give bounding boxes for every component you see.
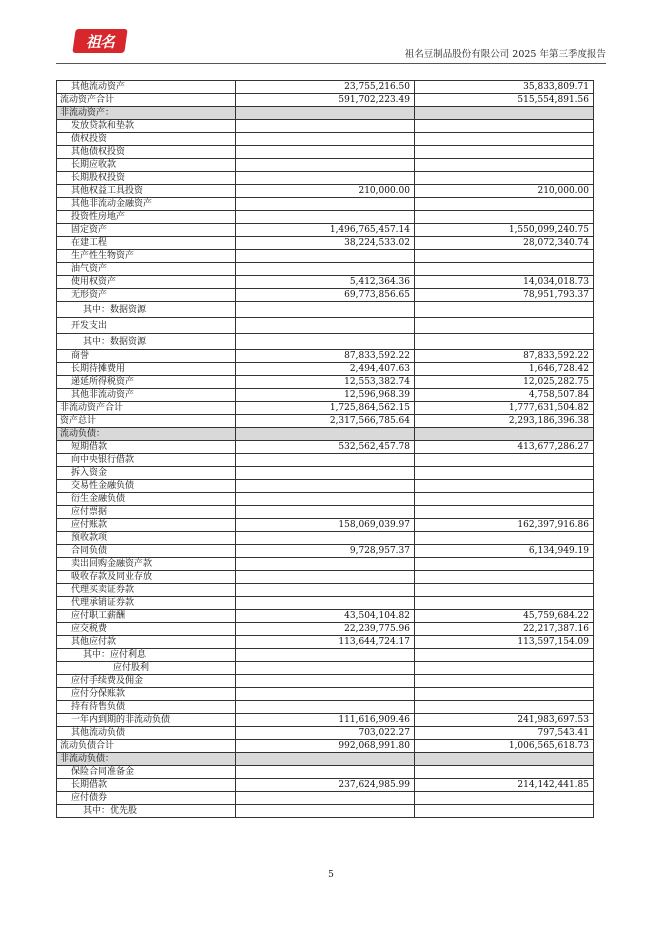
current-period-value: 992,068,991.80 bbox=[236, 740, 415, 753]
table-row bbox=[57, 441, 594, 454]
row-label: 持有待售负债 bbox=[57, 701, 236, 714]
row-label: 吸收存款及同业存放 bbox=[57, 571, 236, 584]
row-label: 长期待摊费用 bbox=[57, 363, 236, 376]
prior-period-value: 45,759,684.22 bbox=[415, 610, 594, 623]
current-period-value bbox=[236, 688, 415, 701]
prior-period-value bbox=[415, 302, 594, 318]
table-row bbox=[57, 792, 594, 805]
current-period-value: 22,239,775.96 bbox=[236, 623, 415, 636]
row-label: 向中央银行借款 bbox=[57, 454, 236, 467]
current-period-value bbox=[236, 318, 415, 334]
table-row bbox=[57, 701, 594, 714]
row-label: 应付账款 bbox=[57, 519, 236, 532]
row-label: 卖出回购金融资产款 bbox=[57, 558, 236, 571]
row-label: 资产总计 bbox=[57, 415, 236, 428]
prior-period-value bbox=[415, 688, 594, 701]
table-row bbox=[57, 597, 594, 610]
table-row bbox=[57, 172, 594, 185]
current-period-value bbox=[236, 506, 415, 519]
row-label: 应付职工薪酬 bbox=[57, 610, 236, 623]
prior-period-value bbox=[415, 428, 594, 441]
row-label: 短期借款 bbox=[57, 441, 236, 454]
prior-period-value: 113,597,154.09 bbox=[415, 636, 594, 649]
prior-period-value bbox=[415, 701, 594, 714]
prior-period-value bbox=[415, 107, 594, 120]
table-row bbox=[57, 334, 594, 350]
prior-period-value bbox=[415, 318, 594, 334]
prior-period-value: 78,951,793.37 bbox=[415, 289, 594, 302]
current-period-value bbox=[236, 302, 415, 318]
row-label: 其他债权投资 bbox=[57, 146, 236, 159]
current-period-value bbox=[236, 428, 415, 441]
table-row bbox=[57, 779, 594, 792]
current-period-value: 591,702,223.49 bbox=[236, 94, 415, 107]
prior-period-value: 413,677,286.27 bbox=[415, 441, 594, 454]
current-period-value bbox=[236, 662, 415, 675]
table-row bbox=[57, 250, 594, 263]
header-divider bbox=[56, 63, 606, 64]
current-period-value bbox=[236, 753, 415, 766]
current-period-value bbox=[236, 493, 415, 506]
prior-period-value: 6,134,949.19 bbox=[415, 545, 594, 558]
table-row bbox=[57, 159, 594, 172]
prior-period-value: 515,554,891.56 bbox=[415, 94, 594, 107]
current-period-value bbox=[236, 766, 415, 779]
prior-period-value bbox=[415, 480, 594, 493]
table-row bbox=[57, 545, 594, 558]
row-label: 其他非流动金融资产 bbox=[57, 198, 236, 211]
current-period-value: 237,624,985.99 bbox=[236, 779, 415, 792]
table-row bbox=[57, 753, 594, 766]
current-period-value bbox=[236, 146, 415, 159]
prior-period-value: 1,777,631,504.82 bbox=[415, 402, 594, 415]
current-period-value: 703,022.27 bbox=[236, 727, 415, 740]
table-row bbox=[57, 636, 594, 649]
table-row bbox=[57, 558, 594, 571]
table-row bbox=[57, 415, 594, 428]
prior-period-value bbox=[415, 120, 594, 133]
prior-period-value bbox=[415, 558, 594, 571]
prior-period-value bbox=[415, 250, 594, 263]
balance-sheet-body bbox=[57, 81, 594, 818]
row-label: 无形资产 bbox=[57, 289, 236, 302]
table-row bbox=[57, 389, 594, 402]
prior-period-value: 1,006,565,618.73 bbox=[415, 740, 594, 753]
prior-period-value: 797,543.41 bbox=[415, 727, 594, 740]
table-row bbox=[57, 302, 594, 318]
table-row bbox=[57, 493, 594, 506]
table-row bbox=[57, 532, 594, 545]
current-period-value bbox=[236, 467, 415, 480]
current-period-value bbox=[236, 334, 415, 350]
prior-period-value: 4,758,507.84 bbox=[415, 389, 594, 402]
row-label: 保险合同准备金 bbox=[57, 766, 236, 779]
table-row bbox=[57, 428, 594, 441]
table-row bbox=[57, 318, 594, 334]
table-row bbox=[57, 263, 594, 276]
row-label: 其他流动资产 bbox=[57, 81, 236, 94]
current-period-value: 12,596,968.39 bbox=[236, 389, 415, 402]
table-row bbox=[57, 376, 594, 389]
prior-period-value bbox=[415, 584, 594, 597]
current-period-value: 2,494,407.63 bbox=[236, 363, 415, 376]
row-label: 其他流动负债 bbox=[57, 727, 236, 740]
prior-period-value bbox=[415, 493, 594, 506]
prior-period-value: 1,550,099,240.75 bbox=[415, 224, 594, 237]
current-period-value: 111,616,909.46 bbox=[236, 714, 415, 727]
current-period-value bbox=[236, 480, 415, 493]
current-period-value: 69,773,856.65 bbox=[236, 289, 415, 302]
row-label: 开发支出 bbox=[57, 318, 236, 334]
table-row bbox=[57, 571, 594, 584]
row-label: 一年内到期的非流动负债 bbox=[57, 714, 236, 727]
current-period-value: 23,755,216.50 bbox=[236, 81, 415, 94]
prior-period-value bbox=[415, 172, 594, 185]
current-period-value bbox=[236, 198, 415, 211]
prior-period-value bbox=[415, 454, 594, 467]
prior-period-value bbox=[415, 532, 594, 545]
table-row bbox=[57, 649, 594, 662]
table-row bbox=[57, 81, 594, 94]
current-period-value bbox=[236, 649, 415, 662]
table-row bbox=[57, 506, 594, 519]
row-label: 非流动资产合计 bbox=[57, 402, 236, 415]
current-period-value bbox=[236, 805, 415, 818]
current-period-value bbox=[236, 133, 415, 146]
current-period-value: 1,725,864,562.15 bbox=[236, 402, 415, 415]
row-label: 应付分保账款 bbox=[57, 688, 236, 701]
table-row bbox=[57, 94, 594, 107]
row-label: 拆入资金 bbox=[57, 467, 236, 480]
row-label: 使用权资产 bbox=[57, 276, 236, 289]
prior-period-value bbox=[415, 649, 594, 662]
table-row bbox=[57, 766, 594, 779]
table-row bbox=[57, 610, 594, 623]
prior-period-value bbox=[415, 146, 594, 159]
table-row bbox=[57, 133, 594, 146]
row-label: 长期股权投资 bbox=[57, 172, 236, 185]
row-label: 应付手续费及佣金 bbox=[57, 675, 236, 688]
row-label: 流动负债合计 bbox=[57, 740, 236, 753]
row-label: 投资性房地产 bbox=[57, 211, 236, 224]
row-label: 递延所得税资产 bbox=[57, 376, 236, 389]
current-period-value: 532,562,457.78 bbox=[236, 441, 415, 454]
current-period-value bbox=[236, 159, 415, 172]
current-period-value bbox=[236, 558, 415, 571]
table-row bbox=[57, 688, 594, 701]
table-row bbox=[57, 363, 594, 376]
prior-period-value bbox=[415, 334, 594, 350]
table-row bbox=[57, 662, 594, 675]
current-period-value: 43,504,104.82 bbox=[236, 610, 415, 623]
prior-period-value bbox=[415, 766, 594, 779]
prior-period-value: 28,072,340.74 bbox=[415, 237, 594, 250]
report-title: 祖名豆制品股份有限公司 2025 年第三季度报告 bbox=[404, 49, 606, 60]
current-period-value: 2,317,566,785.64 bbox=[236, 415, 415, 428]
table-row bbox=[57, 714, 594, 727]
prior-period-value: 210,000.00 bbox=[415, 185, 594, 198]
table-row bbox=[57, 289, 594, 302]
current-period-value bbox=[236, 172, 415, 185]
row-label: 长期应收款 bbox=[57, 159, 236, 172]
prior-period-value bbox=[415, 198, 594, 211]
table-row bbox=[57, 237, 594, 250]
current-period-value: 210,000.00 bbox=[236, 185, 415, 198]
current-period-value: 87,833,592.22 bbox=[236, 350, 415, 363]
prior-period-value: 12,025,282.75 bbox=[415, 376, 594, 389]
prior-period-value bbox=[415, 571, 594, 584]
prior-period-value bbox=[415, 159, 594, 172]
row-label: 流动负债： bbox=[57, 428, 236, 441]
table-row bbox=[57, 519, 594, 532]
current-period-value bbox=[236, 263, 415, 276]
row-label: 合同负债 bbox=[57, 545, 236, 558]
current-period-value bbox=[236, 675, 415, 688]
prior-period-value bbox=[415, 805, 594, 818]
table-row bbox=[57, 276, 594, 289]
current-period-value: 113,644,724.17 bbox=[236, 636, 415, 649]
row-label: 代理承销证券款 bbox=[57, 597, 236, 610]
row-label: 发放贷款和垫款 bbox=[57, 120, 236, 133]
row-label: 长期借款 bbox=[57, 779, 236, 792]
current-period-value: 9,728,957.37 bbox=[236, 545, 415, 558]
table-row bbox=[57, 480, 594, 493]
current-period-value: 1,496,765,457.14 bbox=[236, 224, 415, 237]
current-period-value bbox=[236, 211, 415, 224]
row-label: 应交税费 bbox=[57, 623, 236, 636]
prior-period-value: 35,833,809.71 bbox=[415, 81, 594, 94]
table-row bbox=[57, 454, 594, 467]
prior-period-value bbox=[415, 506, 594, 519]
prior-period-value bbox=[415, 133, 594, 146]
prior-period-value bbox=[415, 467, 594, 480]
current-period-value bbox=[236, 454, 415, 467]
table-row bbox=[57, 224, 594, 237]
prior-period-value bbox=[415, 753, 594, 766]
logo-text: 祖名 bbox=[85, 32, 114, 51]
table-row bbox=[57, 350, 594, 363]
row-label: 其中：应付利息 bbox=[57, 649, 236, 662]
prior-period-value bbox=[415, 263, 594, 276]
prior-period-value: 22,217,387.16 bbox=[415, 623, 594, 636]
table-row bbox=[57, 107, 594, 120]
prior-period-value: 1,646,728.42 bbox=[415, 363, 594, 376]
current-period-value: 12,553,382.74 bbox=[236, 376, 415, 389]
prior-period-value bbox=[415, 675, 594, 688]
row-label: 其他权益工具投资 bbox=[57, 185, 236, 198]
table-row bbox=[57, 211, 594, 224]
table-row bbox=[57, 120, 594, 133]
row-label: 在建工程 bbox=[57, 237, 236, 250]
table-row bbox=[57, 675, 594, 688]
prior-period-value: 2,293,186,396.38 bbox=[415, 415, 594, 428]
current-period-value: 158,069,039.97 bbox=[236, 519, 415, 532]
prior-period-value: 214,142,441.85 bbox=[415, 779, 594, 792]
row-label: 商誉 bbox=[57, 350, 236, 363]
prior-period-value bbox=[415, 211, 594, 224]
row-label: 应付票据 bbox=[57, 506, 236, 519]
row-label: 应付股利 bbox=[57, 662, 236, 675]
row-label: 其他非流动资产 bbox=[57, 389, 236, 402]
current-period-value: 5,412,364.36 bbox=[236, 276, 415, 289]
row-label: 其中：优先股 bbox=[57, 805, 236, 818]
row-label: 交易性金融负债 bbox=[57, 480, 236, 493]
current-period-value bbox=[236, 532, 415, 545]
prior-period-value bbox=[415, 662, 594, 675]
table-row bbox=[57, 584, 594, 597]
row-label: 债权投资 bbox=[57, 133, 236, 146]
page-number: 5 bbox=[328, 870, 334, 880]
current-period-value bbox=[236, 792, 415, 805]
row-label: 固定资产 bbox=[57, 224, 236, 237]
balance-sheet-table bbox=[56, 80, 594, 818]
table-row bbox=[57, 623, 594, 636]
prior-period-value: 162,397,916.86 bbox=[415, 519, 594, 532]
table-row bbox=[57, 805, 594, 818]
current-period-value bbox=[236, 571, 415, 584]
row-label: 油气资产 bbox=[57, 263, 236, 276]
row-label: 衍生金融负债 bbox=[57, 493, 236, 506]
table-row bbox=[57, 467, 594, 480]
row-label: 其他应付款 bbox=[57, 636, 236, 649]
current-period-value: 38,224,533.02 bbox=[236, 237, 415, 250]
row-label: 代理买卖证券款 bbox=[57, 584, 236, 597]
table-row bbox=[57, 185, 594, 198]
current-period-value bbox=[236, 597, 415, 610]
row-label: 其中：数据资源 bbox=[57, 302, 236, 318]
row-label: 预收款项 bbox=[57, 532, 236, 545]
company-logo bbox=[72, 29, 127, 53]
current-period-value bbox=[236, 250, 415, 263]
prior-period-value bbox=[415, 792, 594, 805]
table-row bbox=[57, 740, 594, 753]
table-row bbox=[57, 198, 594, 211]
current-period-value bbox=[236, 120, 415, 133]
row-label: 非流动负债： bbox=[57, 753, 236, 766]
row-label: 非流动资产： bbox=[57, 107, 236, 120]
table-row bbox=[57, 146, 594, 159]
current-period-value bbox=[236, 107, 415, 120]
row-label: 其中：数据资源 bbox=[57, 334, 236, 350]
current-period-value bbox=[236, 584, 415, 597]
row-label: 应付债券 bbox=[57, 792, 236, 805]
table-row bbox=[57, 727, 594, 740]
row-label: 生产性生物资产 bbox=[57, 250, 236, 263]
row-label: 流动资产合计 bbox=[57, 94, 236, 107]
current-period-value bbox=[236, 701, 415, 714]
prior-period-value: 87,833,592.22 bbox=[415, 350, 594, 363]
prior-period-value bbox=[415, 597, 594, 610]
prior-period-value: 241,983,697.53 bbox=[415, 714, 594, 727]
prior-period-value: 14,034,018.73 bbox=[415, 276, 594, 289]
table-row bbox=[57, 402, 594, 415]
